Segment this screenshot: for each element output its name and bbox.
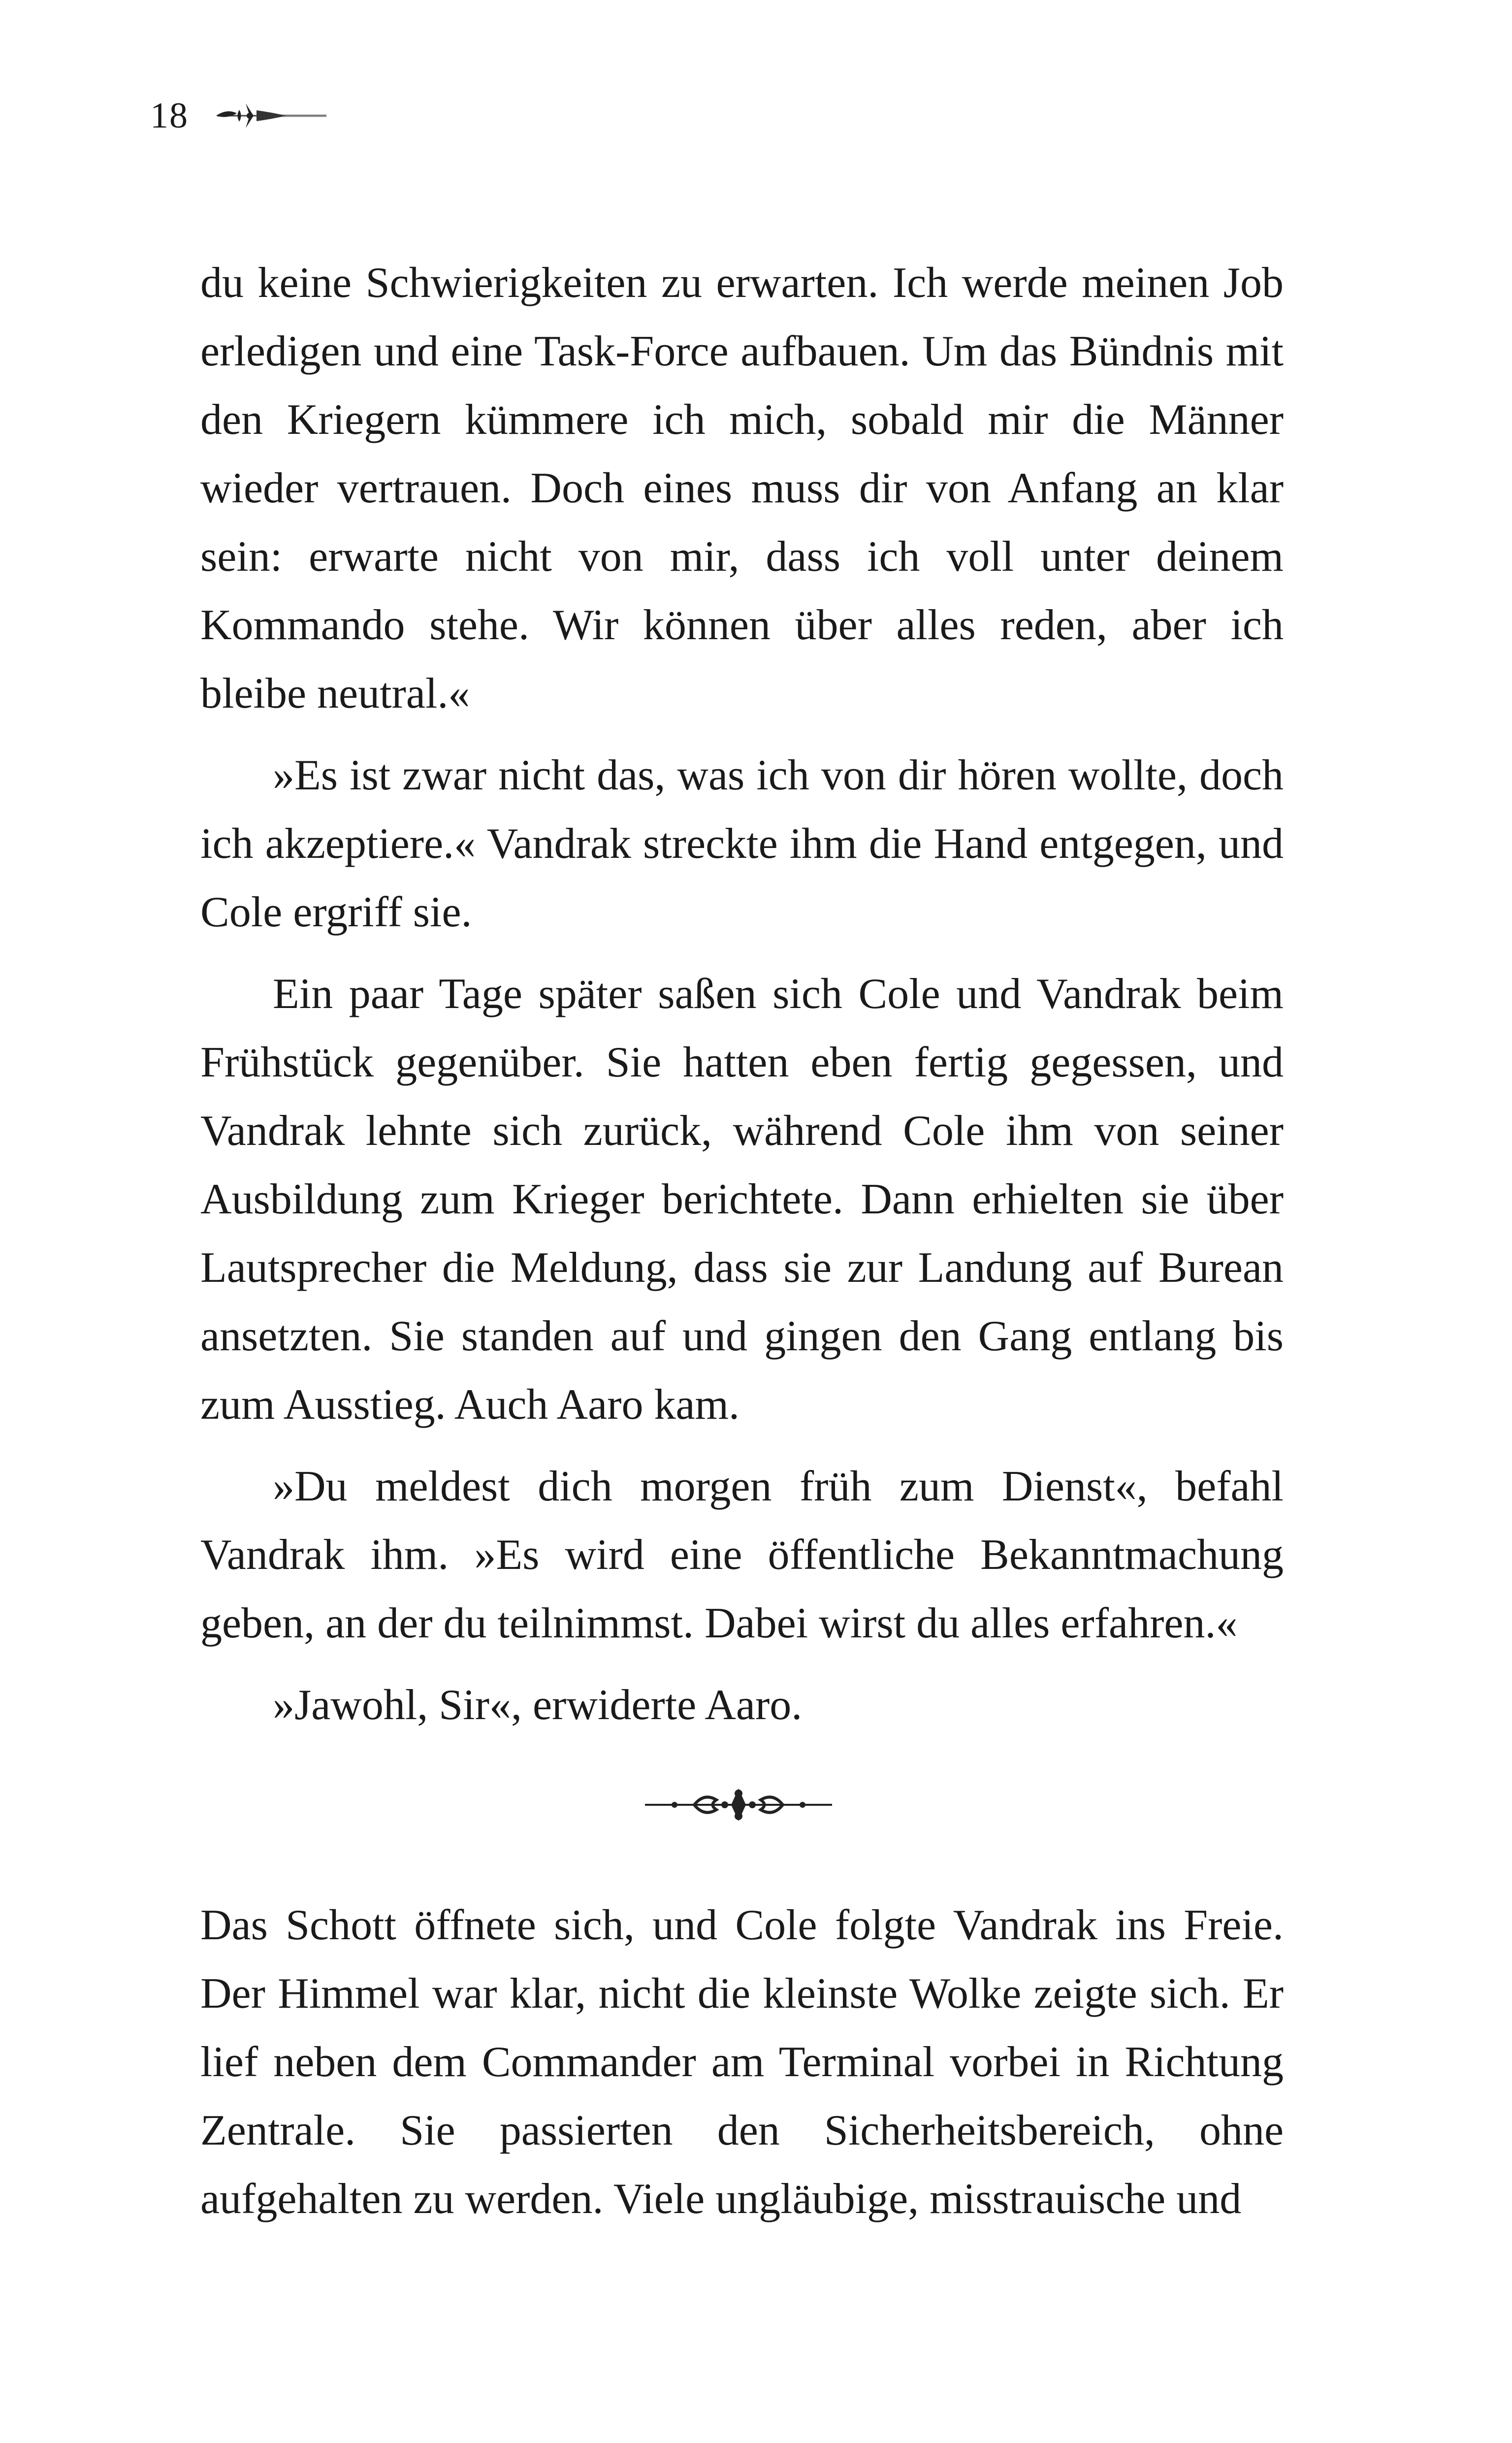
main-text [200, 249, 1284, 1739]
page-number: 18 [150, 96, 189, 136]
paragraph: du keine Schwierigkeiten zu erwarten. Ich werde meinen Job erledigen und eine Task-Force aufbauen. Um das Bündnis mit den Kriegern kümmere ich mich, sobald mir die Männer wieder vertrauen. Doch eines muss dir von Anfang an klar sein: erwarte nicht von mir, dass ich voll unter deinem Kommando stehe. Wir können über alles reden, aber ich bleibe neutral.« [200, 259, 1284, 717]
paragraph: »Du meldest dich morgen früh zum Dienst«, befahl Vandrak ihm. »Es wird eine öffentliche Bekanntmachung geben, an der du teilnimmst. Dabei wirst du alles erfahren.« [200, 1463, 1284, 1647]
page-header [150, 94, 330, 138]
paragraph: Ein paar Tage später saßen sich Cole und Vandrak beim Frühstück gegenüber. Sie hatten eben fertig gegessen, und Vandrak lehnte sich zurück, während Cole ihm von seiner Ausbildung zum Krieger berichtete. Dann erhielten sie über Lautsprecher die Meldung, dass sie zur Landung auf Burean ansetzten. Sie standen auf und gingen den Gang entlang bis zum Ausstieg. Auch Aaro kam. [200, 970, 1284, 1429]
after-break-text [200, 1891, 1284, 2233]
paragraph: »Jawohl, Sir«, erwiderte Aaro. [273, 1681, 803, 1729]
paragraph: Das Schott öffnete sich, und Cole folgte Vandrak ins Freie. Der Himmel war klar, nicht die kleinste Wolke zeigte sich. Er lief neben dem Commander am Terminal vorbei in Richtung Zentrale. Sie passierten den Sicherheitsbereich, ohne aufgehalten zu werden. Viele ungläubige, misstrauische und [200, 1901, 1284, 2223]
paragraph: »Es ist zwar nicht das, was ich von dir hören wollte, doch ich akzeptiere.« Vandrak streckte ihm die Hand entgegen, und Cole ergriff sie. [200, 751, 1284, 936]
ornamental-divider-icon [640, 1783, 837, 1827]
sword-flourish-icon [212, 94, 330, 138]
